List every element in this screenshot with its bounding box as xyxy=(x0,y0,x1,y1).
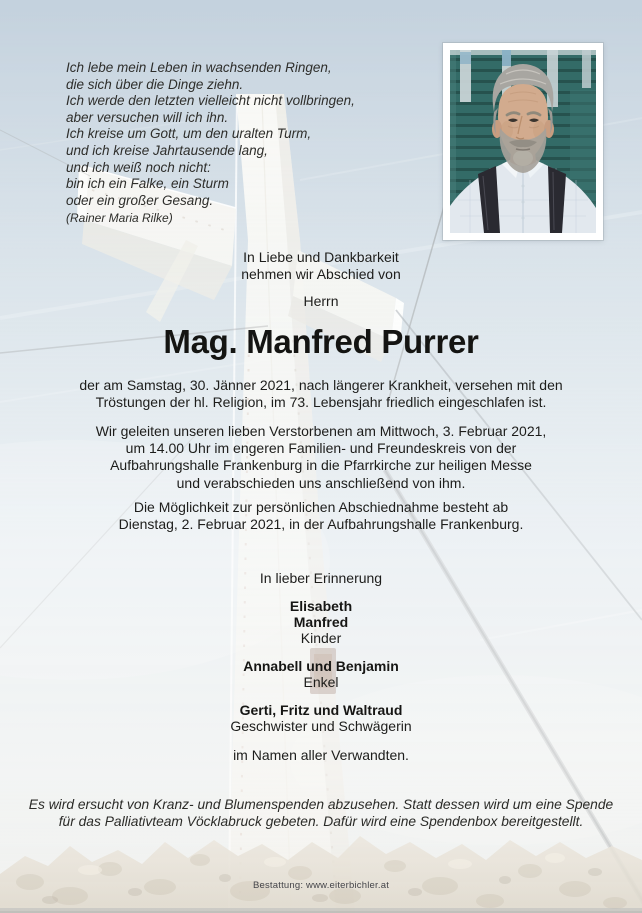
funeral-line: Wir geleiten unseren lieben Verstorbenen am Mittwoch, 3. Februar 2021, xyxy=(95,423,547,439)
mourner-name: Gerti, Fritz und Waltraud xyxy=(239,702,403,718)
funeral-paragraph xyxy=(0,423,642,492)
viewing-paragraph xyxy=(0,499,642,533)
mourner-name: Manfred xyxy=(293,614,349,631)
mourner-name: Annabell und Benjamin xyxy=(243,658,399,674)
funeral-line: und verabschieden uns anschließend von ihm. xyxy=(176,474,466,491)
deceased-name: Mag. Manfred Purrer xyxy=(163,323,479,360)
obituary-paragraph xyxy=(0,377,642,411)
poem-line: bin ich ein Falke, ein Sturm xyxy=(66,176,229,192)
funeral-line: Aufbahrungshalle Frankenburg in die Pfarrkirche zur heiligen Messe xyxy=(110,457,532,474)
poem xyxy=(66,60,355,227)
mourner-group-kinder xyxy=(0,598,642,647)
mourner-group-geschwister xyxy=(0,702,642,734)
portrait-elderly-man xyxy=(450,50,596,233)
closing-line: im Namen aller Verwandten. xyxy=(233,747,409,763)
salutation: Herrn xyxy=(303,293,339,309)
viewing-line: Die Möglichkeit zur persönlichen Abschiednahme besteht ab xyxy=(133,499,509,515)
poem-line: oder ein großer Gesang. xyxy=(66,192,214,208)
mourner-relation: Enkel xyxy=(303,674,339,691)
poem-line: Ich werde den letzten vielleicht nicht vollbringen, xyxy=(66,93,355,109)
obituary-line: der am Samstag, 30. Jänner 2021, nach längerer Krankheit, versehen mit den xyxy=(79,377,563,393)
intro-line: nehmen wir Abschied von xyxy=(241,266,401,283)
mourner-relation: Kinder xyxy=(300,630,342,647)
portrait-photo xyxy=(443,43,603,240)
donation-line: für das Palliativteam Vöcklabruck gebeten. Dafür wird eine Spendenbox bereitgestellt. xyxy=(58,813,584,829)
mourner-name: Elisabeth xyxy=(289,598,353,614)
poem-line: und ich kreise Jahrtausende lang, xyxy=(66,142,268,158)
donation-note xyxy=(0,797,642,831)
funeral-line: um 14.00 Uhr im engeren Familien- und Freundeskreis von der xyxy=(125,440,517,457)
poem-line: Ich lebe mein Leben in wachsenden Ringen, xyxy=(66,60,332,75)
poem-line: und ich weiß noch nicht: xyxy=(66,159,211,175)
donation-line: Es wird ersucht von Kranz- und Blumenspenden abzusehen. Statt dessen wird um eine Spende xyxy=(28,797,614,812)
poem-line: die sich über die Dinge ziehn. xyxy=(66,76,244,92)
intro-line: In Liebe und Dankbarkeit xyxy=(243,249,399,265)
intro-lines xyxy=(0,249,642,283)
obituary-line: Tröstungen der hl. Religion, im 73. Lebensjahr friedlich eingeschlafen ist. xyxy=(95,394,547,411)
poem-attribution: (Rainer Maria Rilke) xyxy=(66,211,173,226)
poem-line: Ich kreise um Gott, um den uralten Turm, xyxy=(66,126,312,142)
viewing-line: Dienstag, 2. Februar 2021, in der Aufbahrungshalle Frankenburg. xyxy=(118,516,524,533)
remembrance-heading: In lieber Erinnerung xyxy=(259,570,383,586)
mourner-group-enkel xyxy=(0,658,642,690)
funeral-home-footer: Bestattung: www.eiterbichler.at xyxy=(252,880,390,891)
mourner-relation: Geschwister und Schwägerin xyxy=(230,718,412,735)
poem-line: aber versuchen will ich ihn. xyxy=(66,109,229,125)
